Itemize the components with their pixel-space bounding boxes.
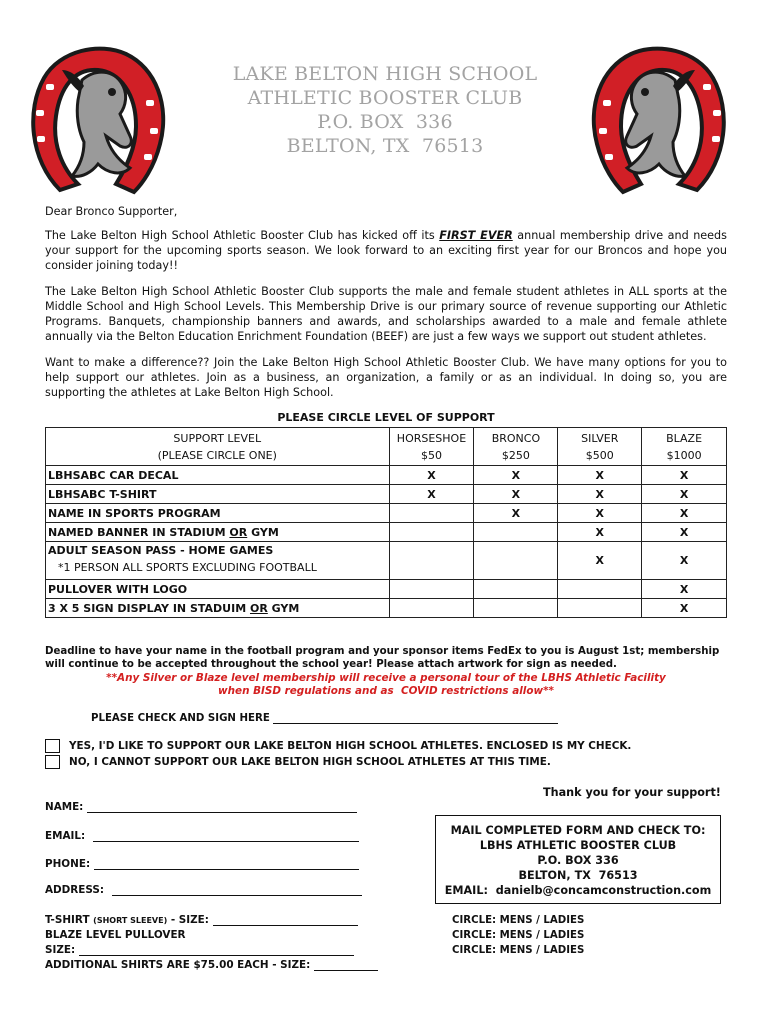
pullover-label: BLAZE LEVEL PULLOVER — [45, 929, 186, 941]
no-checkbox[interactable] — [45, 755, 60, 769]
pullover-size-row — [45, 944, 354, 956]
benefit-mark: X — [474, 504, 558, 523]
benefit-label — [46, 542, 390, 580]
benefit-mark — [389, 504, 474, 523]
benefit-mark — [389, 523, 474, 542]
level-price: $250 — [501, 448, 530, 462]
level-horseshoe[interactable] — [389, 428, 474, 466]
promo-line-1: **Any Silver or Blaze level membership will receive a personal tour of the LBHS Athletic Facility — [106, 672, 666, 684]
benefit-label-start: NAMED BANNER IN STADIUM — [48, 525, 230, 539]
mail-line-3: P.O. BOX 336 — [537, 854, 619, 867]
benefit-label: LBHSABC CAR DECAL — [46, 466, 390, 485]
signature-line — [91, 713, 558, 724]
name-field[interactable] — [87, 803, 357, 813]
paragraph-1-start: The Lake Belton High School Athletic Booster Club has kicked off its — [45, 229, 440, 242]
benefit-mark — [474, 599, 558, 618]
option-no-label: NO, I CANNOT SUPPORT OUR LAKE BELTON HIGH SCHOOL ATHLETES AT THIS TIME. — [69, 756, 551, 768]
benefit-mark: X — [558, 466, 642, 485]
benefit-mark: X — [558, 485, 642, 504]
table-row — [46, 523, 727, 542]
phone-row — [45, 858, 359, 870]
level-price: $1000 — [666, 448, 702, 462]
address-row — [45, 884, 362, 896]
yes-checkbox[interactable] — [45, 739, 60, 753]
tshirt-label — [45, 914, 209, 926]
address-label: ADDRESS: — [45, 884, 105, 896]
promo-note — [45, 672, 727, 698]
level-price: $500 — [585, 448, 614, 462]
benefit-label-or: OR — [249, 601, 268, 615]
benefit-mark: X — [389, 466, 474, 485]
benefit-mark: X — [558, 542, 642, 580]
pullover-size-field[interactable] — [79, 946, 354, 956]
benefit-label-end: GYM — [267, 601, 300, 615]
pullover-size-label: SIZE: — [45, 944, 76, 956]
option-yes — [45, 739, 631, 753]
mailing-box — [435, 815, 721, 904]
level-silver[interactable] — [558, 428, 642, 466]
header-school: LAKE BELTON HIGH SCHOOL — [232, 63, 538, 85]
mail-line-4: BELTON, TX 76513 — [518, 869, 638, 882]
pullover-gender-choice[interactable]: CIRCLE: MENS / LADIES — [452, 930, 585, 941]
deadline-note: Deadline to have your name in the football program and your sponsor items FedEx to you is August 1st; membership will continue to be accepted throughout the school year! Please attach artwork for sign as needed. — [45, 646, 720, 670]
paragraph-3: Want to make a difference?? Join the Lake Belton High School Athletic Booster Club. We have many options for you to help support our athletes. Join as a business, an organization, a family or as an individual. In doing so, you are supporting the athletes at Lake Belton High School. — [45, 356, 727, 399]
mail-line-2: LBHS ATHLETIC BOOSTER CLUB — [479, 839, 677, 852]
signature-field[interactable] — [273, 714, 558, 724]
benefit-mark — [474, 580, 558, 599]
benefit-label-start: 3 X 5 SIGN DISPLAY IN STADUIM — [48, 601, 250, 615]
benefit-label — [46, 599, 390, 618]
table-row — [46, 599, 727, 618]
signature-label: PLEASE CHECK AND SIGN HERE — [91, 713, 270, 724]
benefit-mark: X — [642, 485, 727, 504]
paragraph-1-end: annual membership drive and needs your support for the upcoming sports season. We look forward to an exciting first year for our Broncos and hope you consider joining today!! — [45, 229, 727, 272]
additional-label: ADDITIONAL SHIRTS ARE $75.00 EACH - SIZE: — [45, 959, 311, 971]
benefit-mark — [389, 580, 474, 599]
benefit-mark: X — [642, 542, 727, 580]
email-label: EMAIL: — [45, 830, 86, 842]
paragraph-2: The Lake Belton High School Athletic Booster Club supports the male and female student athletes in ALL sports at the Middle School and High School Levels. This Membership Drive is our primary source of revenue supporting our Athletic Programs. Banquets, championship banners and awards, and scholarships awarded to a male and female athlete annually via the Belton Education Enrichment Foundation (BEEF) are just a few ways we support out student athletes. — [45, 285, 727, 343]
option-no — [45, 755, 551, 769]
table-row — [46, 504, 727, 523]
benefit-mark: X — [389, 485, 474, 504]
benefit-mark — [558, 580, 642, 599]
table-row — [46, 466, 727, 485]
benefit-label: PULLOVER WITH LOGO — [46, 580, 390, 599]
level-name: BRONCO — [491, 431, 541, 445]
benefit-mark: X — [474, 466, 558, 485]
letterhead — [150, 62, 620, 158]
level-bronco[interactable] — [474, 428, 558, 466]
table-row — [46, 580, 727, 599]
level-name: HORSESHOE — [396, 431, 467, 445]
pullover-row — [45, 929, 186, 941]
tshirt-short-sleeve: (SHORT SLEEVE) — [93, 916, 168, 925]
benefit-mark: X — [558, 523, 642, 542]
mail-line-1: MAIL COMPLETED FORM AND CHECK TO: — [450, 824, 706, 837]
level-blaze[interactable] — [642, 428, 727, 466]
additional-size-field[interactable] — [314, 961, 378, 971]
bronco-horseshoe-logo-icon — [33, 49, 163, 192]
benefit-label: NAME IN SPORTS PROGRAM — [46, 504, 390, 523]
benefit-label-end: GYM — [247, 525, 279, 539]
header-city: BELTON, TX 76513 — [286, 135, 484, 157]
support-level-label: SUPPORT LEVEL — [173, 431, 262, 445]
level-name: BLAZE — [666, 431, 703, 445]
thank-you-note: Thank you for your support! — [543, 786, 721, 799]
tshirt-label-start: T-SHIRT — [45, 914, 94, 926]
benefit-label: LBHSABC T-SHIRT — [46, 485, 390, 504]
benefit-mark: X — [642, 580, 727, 599]
header-club: ATHLETIC BOOSTER CLUB — [247, 87, 523, 109]
benefit-label — [46, 523, 390, 542]
tshirt-size-label: - SIZE: — [167, 914, 209, 926]
benefit-mark — [389, 599, 474, 618]
additional-row — [45, 959, 378, 971]
address-field[interactable] — [112, 886, 362, 896]
tshirt-row — [45, 914, 358, 926]
benefit-label-or: OR — [229, 525, 248, 539]
benefit-mark: X — [642, 504, 727, 523]
name-label: NAME: — [45, 801, 84, 813]
benefit-mark: X — [642, 466, 727, 485]
table-header-row — [46, 428, 727, 466]
tshirt-size-field[interactable] — [213, 916, 358, 926]
email-row — [45, 830, 359, 842]
benefit-mark: X — [642, 523, 727, 542]
first-ever-emphasis: FIRST EVER — [439, 229, 513, 242]
benefit-mark: X — [474, 485, 558, 504]
circle-one-label: (PLEASE CIRCLE ONE) — [157, 448, 277, 462]
benefit-label-main: ADULT SEASON PASS - HOME GAMES — [48, 544, 274, 557]
mail-email: EMAIL: danielb@concamconstruction.com — [444, 884, 712, 897]
support-level-table — [45, 427, 727, 618]
support-level-header — [46, 428, 390, 466]
letter-body — [45, 204, 727, 400]
option-yes-label: YES, I'D LIKE TO SUPPORT OUR LAKE BELTON HIGH SCHOOL ATHLETES. ENCLOSED IS MY CHECK. — [69, 740, 632, 752]
support-table-title: PLEASE CIRCLE LEVEL OF SUPPORT — [277, 411, 495, 424]
level-name: SILVER — [581, 431, 619, 445]
benefit-mark — [474, 523, 558, 542]
phone-field[interactable] — [94, 860, 359, 870]
table-row — [46, 542, 727, 580]
name-row — [45, 801, 357, 813]
benefit-mark: X — [558, 504, 642, 523]
additional-gender-choice[interactable]: CIRCLE: MENS / LADIES — [452, 945, 585, 956]
level-price: $50 — [420, 448, 442, 462]
header-po-box: P.O. BOX 336 — [317, 111, 453, 133]
benefit-mark: X — [642, 599, 727, 618]
paragraph-1 — [45, 228, 727, 273]
benefit-mark — [474, 542, 558, 580]
benefit-mark — [389, 542, 474, 580]
email-field[interactable] — [93, 832, 359, 842]
promo-line-2: when BISD regulations and as COVID restrictions allow** — [218, 685, 554, 697]
salutation: Dear Bronco Supporter, — [45, 205, 178, 218]
benefit-mark — [558, 599, 642, 618]
table-row — [46, 485, 727, 504]
season-pass-note: *1 PERSON ALL SPORTS EXCLUDING FOOTBALL — [58, 561, 317, 574]
tshirt-gender-choice[interactable]: CIRCLE: MENS / LADIES — [452, 915, 585, 926]
phone-label: PHONE: — [45, 858, 91, 870]
